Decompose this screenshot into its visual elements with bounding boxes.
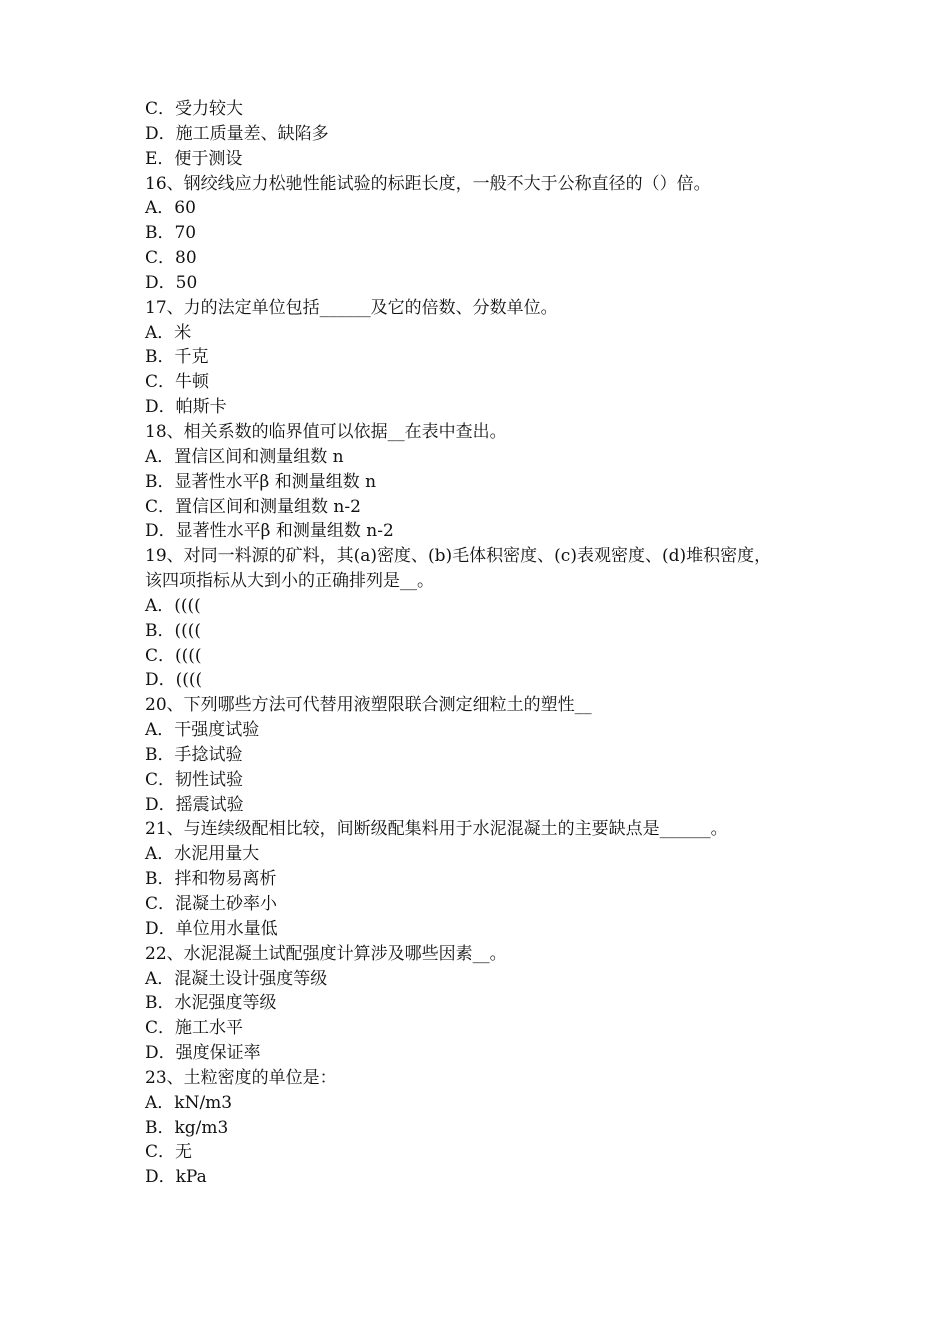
option-line: A．置信区间和测量组数 n	[145, 446, 344, 467]
option-line: A．kN/m3	[145, 1092, 233, 1113]
option-line: C．施工水平	[145, 1018, 244, 1039]
option-line: A．米	[145, 322, 192, 343]
option-line: B．显著性水平β 和测量组数 n	[145, 471, 377, 492]
option-line: B．kg/m3	[145, 1117, 229, 1138]
option-line: C．置信区间和测量组数 n-2	[145, 496, 361, 517]
option-line: C．受力较大	[145, 99, 244, 119]
option-line: C．无	[145, 1142, 193, 1163]
option-line: C．牛顿	[145, 372, 210, 393]
option-line: D．显著性水平β 和测量组数 n-2	[145, 521, 394, 542]
option-line: B．千克	[145, 347, 209, 368]
option-line: A．60	[145, 198, 196, 219]
question-19-text: 19、对同一料源的矿料，其(a)密度、(b)毛体积密度、(c)表观密度、(d)堆积密度，	[145, 546, 772, 567]
option-line: D．50	[145, 272, 198, 293]
option-line: D．帕斯卡	[145, 397, 227, 418]
question-20-text: 20、下列哪些方法可代替用液塑限联合测定细粒土的塑性__	[145, 695, 592, 716]
document-content	[145, 97, 810, 1190]
question-18-text: 18、相关系数的临界值可以依据__在表中查出。	[145, 421, 507, 442]
question-23-text: 23、土粒密度的单位是：	[145, 1067, 337, 1088]
option-line: B．70	[145, 223, 197, 244]
option-line: A．水泥用量大	[145, 844, 260, 865]
option-line: D．施工质量差、缺陷多	[145, 123, 329, 144]
option-line: D．摇震试验	[145, 794, 244, 815]
option-line: B．水泥强度等级	[145, 993, 277, 1014]
option-line: D．单位用水量低	[145, 918, 278, 939]
question-17-text: 17、力的法定单位包括______及它的倍数、分数单位。	[145, 297, 558, 318]
question-16-text: 16、钢绞线应力松驰性能试验的标距长度，一般不大于公称直径的（）倍。	[145, 173, 711, 194]
option-line: A．干强度试验	[145, 720, 260, 741]
option-line: D．((((	[145, 670, 203, 691]
option-line: C．((((	[145, 645, 202, 666]
option-line: A．混凝土设计强度等级	[145, 968, 328, 989]
option-line: E．便于测设	[145, 148, 243, 169]
option-line: C．80	[145, 248, 197, 269]
option-line: C．韧性试验	[145, 769, 244, 790]
option-line: A．((((	[145, 595, 201, 616]
option-line: B．手捻试验	[145, 744, 243, 765]
question-22-text: 22、水泥混凝土试配强度计算涉及哪些因素__。	[145, 943, 507, 964]
option-line: B．((((	[145, 620, 202, 641]
option-line: B．拌和物易离析	[145, 869, 277, 890]
option-line: D．强度保证率	[145, 1043, 261, 1064]
option-line: D．kPa	[145, 1167, 207, 1188]
question-19-text-continued: 该四项指标从大到小的正确排列是__。	[145, 571, 434, 592]
question-21-text: 21、与连续级配相比较，间断级配集料用于水泥混凝土的主要缺点是______。	[145, 819, 728, 840]
option-line: C．混凝土砂率小	[145, 894, 278, 914]
